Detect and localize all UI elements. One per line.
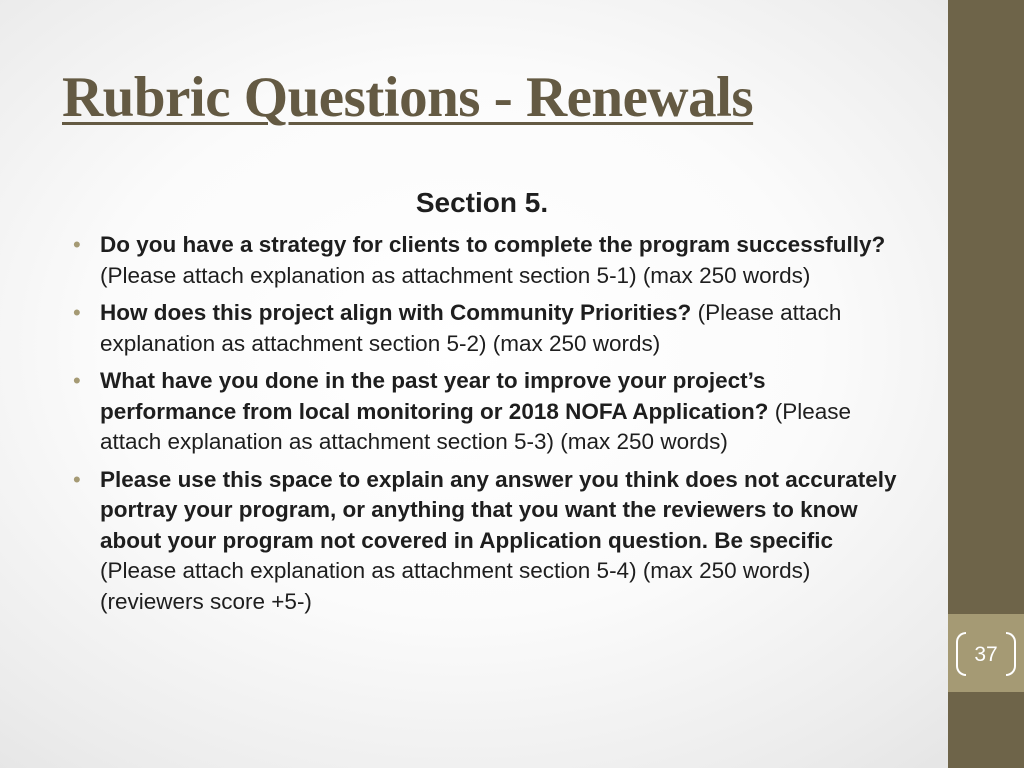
bullet-dot-icon: • — [73, 466, 81, 492]
question-text: What have you done in the past year to improve your project’s performance from local monitoring or 2018 NOFA Application? — [100, 368, 769, 424]
slide-title: Rubric Questions - Renewals — [62, 66, 754, 129]
bullet-dot-icon: • — [73, 232, 81, 257]
list-item — [73, 366, 900, 458]
question-detail: (Please attach explanation as attachment section 5-1) (max 250 words) — [100, 262, 811, 288]
bullet-dot-icon: • — [73, 300, 81, 325]
list-item — [73, 465, 900, 618]
question-text: Please use this space to explain any answer you think does not accurately portray your program, or anything that you want the reviewers to know about your program not covered in Application question. Be specific — [100, 466, 897, 553]
question-detail: (Please attach explanation as attachment section 5-3) (max 250 words) — [100, 398, 851, 454]
question-detail: (Please attach explanation as attachment section 5-4) (max 250 words) (reviewers score +5-) — [100, 558, 811, 614]
question-text: How does this project align with Community Priorities? — [100, 300, 692, 325]
section-heading: Section 5. — [415, 187, 549, 218]
question-text: Do you have a strategy for clients to complete the program successfully? — [100, 232, 886, 257]
list-item — [73, 230, 900, 291]
bullet-list — [73, 230, 900, 624]
page-number: 37 — [974, 643, 998, 666]
bullet-dot-icon: • — [73, 368, 81, 393]
question-detail: (Please attach explanation as attachment section 5-2) (max 250 words) — [100, 300, 842, 356]
list-item — [73, 298, 900, 359]
